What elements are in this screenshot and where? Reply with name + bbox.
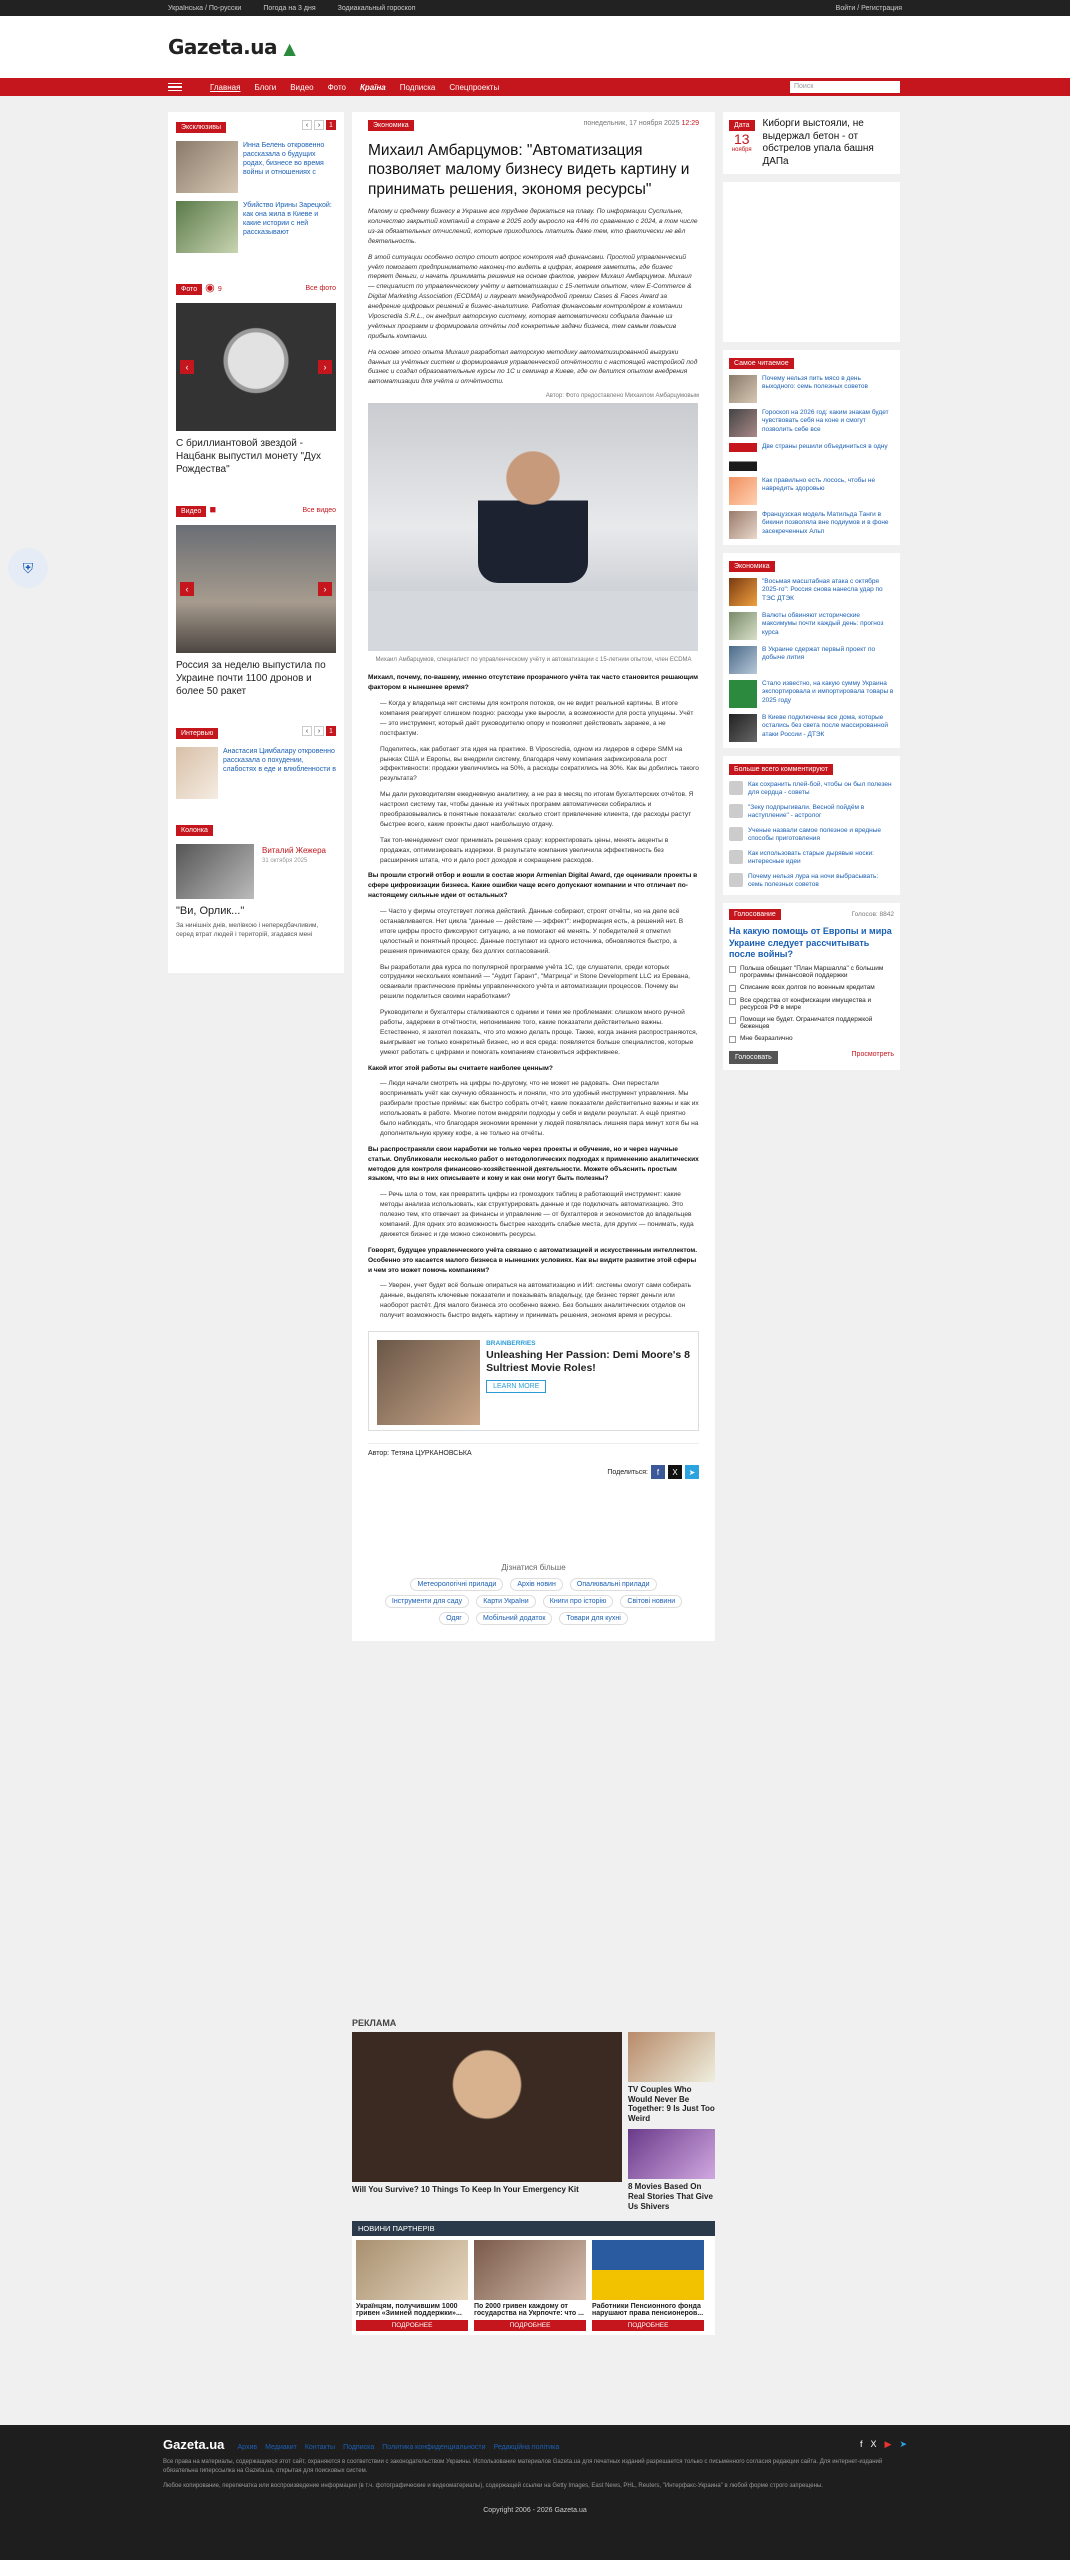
poll-question: На какую помощь от Европы и мира Украине следует рассчитывать после войны? (729, 926, 892, 959)
comments-block (723, 756, 900, 895)
article-photo[interactable] (368, 403, 698, 651)
header (0, 16, 1070, 78)
interview-question: Говорят, будущее управленческого учёта связано с автоматизацией и искусственным интеллектом. Особенно это касается малого бизнеса в нынешних условиях. Как вы видите развитие этой сферы и чем это может помочь компаниям? (368, 1246, 698, 1274)
x-icon[interactable]: X (870, 2439, 877, 2449)
article-paragraph: На основе этого опыта Михаил разработал авторскую методику автоматизированной выгрузки данных из учётных систем и формирования управленческой отчётности с настоящей настройкой под бизнес и создал образовательные курсы по 1С и семинар в Киеве, где он делится опытом внедрения автоматизации для учёта и отчётности. (368, 348, 698, 386)
prev-arrow-icon[interactable]: ‹ (180, 582, 194, 596)
popular-thumb (729, 409, 757, 437)
horoscope-link[interactable]: Зодиакальный гороскоп (337, 4, 416, 12)
list-item[interactable] (729, 804, 894, 821)
ad-side-image (628, 2129, 715, 2179)
economy-thumb (729, 578, 757, 606)
date-block (723, 112, 900, 174)
interview-pager (302, 726, 336, 736)
checkbox[interactable] (729, 1017, 736, 1024)
user-icon (729, 873, 743, 887)
economy-block (723, 553, 900, 748)
learn-more-button[interactable]: LEARN MORE (486, 1380, 546, 1393)
economy-link[interactable]: В Киеве подключены все дома, которые остались без света после массированной атаки России - ДТЭК (762, 714, 888, 738)
list-item[interactable] (729, 443, 894, 471)
interview-answer: — Речь шла о том, как превратить цифры из громоздких таблиц в работающий инструмент: какие методы анализа использовать, как структурировать данные и где подключать автоматизацию. Это полезно тем, кто отвечает за финансы и управление — от бухгалтеров и экономистов до владельцев компаний. Для одних это возможность быстрее находить слабые места, для других — понимать, куда движется бизнес и где можно сэкономить ресурсы. (380, 1191, 694, 1238)
popular-thumb (729, 477, 757, 505)
partner-card[interactable] (356, 2240, 468, 2331)
prev-arrow-icon[interactable]: ‹ (180, 360, 194, 374)
article-paragraph: В этой ситуации особенно остро стоит вопрос контроля над финансами. Простой управленческий учёт помогает предпринимателю наконец-то видеть в цифрах, вовремя заметить, где бизнес теряет деньги, и начать принимать решения на основе фактов, уверен Михаил Амбарцумов. Михаил — специалист по управленческому учёту и автоматизации с 15-летним опытом, член E-Commerce & Digital Marketing Association (ECDMA) и лауреат международной премии Cases & Faces Award за внедрение цифровых решений в бизнес-аналитике. Работая финансовым контролёром в компании Viposcredia S.R.L., он внедрил авторскую систему, которая автоматически собирала данные из учётных программ и формировала отчёты под конкретные задачи бизнеса, тем самым повысив прибыль компании. (368, 253, 692, 340)
user-icon (729, 781, 743, 795)
coin-photo[interactable] (176, 303, 336, 431)
tag-pill[interactable]: Карти України (476, 1595, 535, 1608)
popular-link[interactable]: Французская модель Матильда Танги в бикини позволяла вне подиумов и в фоне засекреченных Альп (762, 511, 889, 535)
poll-option[interactable]: Все средства от конфискации имущества и ресурсов РФ в мире (729, 997, 894, 1011)
checkbox[interactable] (729, 1036, 736, 1043)
pager-next[interactable]: › (314, 120, 324, 130)
date-month: ноября (731, 147, 752, 153)
author-name[interactable]: Тетяна ЦУРКАНОВСЬКА (391, 1450, 472, 1458)
partner-more-button[interactable]: ПОДРОБНЕЕ (474, 2320, 586, 2331)
partners-header: НОВИНИ ПАРТНЕРІВ (352, 2221, 715, 2236)
popular-link[interactable]: Две страны решили объединиться в одну (762, 443, 888, 450)
ads-section (352, 2018, 715, 2335)
pager-prev[interactable]: ‹ (302, 726, 312, 736)
comment-link[interactable]: Как использовать старые дырявые носки: интересные идеи (748, 849, 874, 866)
economy-thumb (729, 714, 757, 742)
exclusives-pager (302, 120, 336, 130)
poll-tag: Голосование (729, 909, 781, 920)
ad-placeholder (723, 182, 900, 342)
video-tag[interactable]: Видео (176, 506, 206, 517)
footer-link[interactable]: Контакты (304, 2444, 336, 2451)
native-ad[interactable] (368, 1331, 699, 1431)
ad-main-title[interactable]: Will You Survive? 10 Things To Keep In Your Emergency Kit (352, 2185, 579, 2194)
tree-icon: ▲ (283, 39, 296, 58)
date-number: 13 (733, 131, 750, 147)
economy-thumb (729, 646, 757, 674)
video-thumbnail[interactable] (176, 525, 336, 653)
language-switch[interactable]: Українська / По-русски (168, 4, 242, 12)
facebook-icon[interactable]: f (860, 2439, 863, 2449)
tag-pill[interactable]: Інструменти для саду (385, 1595, 469, 1608)
interview-link[interactable]: Анастасия Цимбалару откровенно рассказала о похудении, слабостях в еде и влюбленности в (223, 748, 336, 774)
footer-logo[interactable]: Gazeta.ua (163, 2437, 225, 2452)
right-column (723, 112, 900, 1078)
partner-title[interactable]: По 2000 гривен каждому от государства на Укрпочте: что ... (474, 2303, 584, 2318)
nav-video[interactable]: Видео (290, 82, 314, 92)
interview-question: Вы прошли строгий отбор и вошли в состав жюри Armenian Digital Award, где оценивали проекты в сфере цифровизации бизнеса. Какие ошибки чаще всего допускают компании и что отличает по-настоящему сильные идеи от остальных? (368, 872, 698, 900)
copyright: Copyright 2006 - 2026 Gazeta.ua (483, 2507, 587, 2514)
video-camera-icon: ■ (209, 504, 217, 516)
interview-question: Вы распространяли свои наработки не только через проекты и обучение, но и через научные статьи. Опубликовали несколько работ о методологических подходах к применению аналитических методов для контроля финансово-хозяйственной деятельности. Можете объяснить простым языком, что вы в них описываете и кому и как они могут быть полезны? (368, 1145, 699, 1183)
pager-page[interactable]: 1 (326, 726, 336, 736)
tag-pill[interactable]: Метеорологічні прилади (410, 1578, 503, 1591)
ad-title[interactable]: Unleashing Her Passion: Demi Moore's 8 Sultriest Movie Roles! (486, 1349, 690, 1374)
pager-page[interactable]: 1 (326, 120, 336, 130)
exclusives-tag[interactable]: Эксклюзивы (176, 122, 226, 133)
popular-link[interactable]: Гороскоп на 2026 год: каким знакам будет чувствовать себя на коне и смогут позволить себе все (762, 409, 889, 433)
list-item[interactable] (729, 375, 894, 403)
interview-answer: — Уверен, учет будет всё больше опираться на автоматизацию и ИИ: системы смогут сами собирать данные, выделять ключевые показатели и показывать владельцу, где бизнес теряет деньги или наоборот растёт. Для малого бизнеса это особенно важно. Без больших аналитических отделов он получит возможность быстро видеть картину и принимать решения, экономя время и ресурсы. (380, 1282, 692, 1320)
list-item[interactable] (729, 714, 894, 742)
ad-side-title[interactable]: 8 Movies Based On Real Stories That Give Us Shivers (628, 2182, 713, 2211)
share-bar (368, 1465, 699, 1479)
tags-block (352, 1557, 715, 1641)
ad-side-title[interactable]: TV Couples Who Would Never Be Together: 9 Is Just Too Weird (628, 2085, 715, 2123)
view-results-link[interactable]: Просмотреть (851, 1051, 894, 1059)
interview-answer: — Когда у владельца нет системы для контроля потоков, он не видит реальной картины. В итоге компания реагирует слишком поздно: расходы уже выросли, а возможности для роста упущены. Учёт — это инструмент, который даёт руководителю опору и позволяет действовать заранее, а не постфактум. (380, 700, 694, 737)
interview-block (168, 718, 344, 807)
comment-link[interactable]: "Зеку подпрыгивали. Весной пойдём в наступление" - астролог (748, 803, 865, 820)
tag-pill[interactable]: Мобільний додаток (476, 1612, 552, 1625)
photo-count: 9 (217, 286, 222, 293)
poll-option[interactable]: Списание всех долгов по военным кредитам (729, 984, 894, 992)
article-column (352, 112, 715, 1641)
interview-answer: Руководители и бухгалтеры сталкиваются с одними и теми же проблемами: слишком много ручной работы, задержки в отчётности, непонимание того, какие показатели действительно важны. Естественно, я захотел показать, что это можно делать проще. Также, когда знания распространяются, выигрывает не только конкретный бизнес, но и вся среда: появляется больше специалистов, которые умеют работать с цифрами и помогать компаниям становиться эффективнее. (380, 1009, 698, 1056)
popular-thumb (729, 375, 757, 403)
footer-link[interactable]: Политика конфиденциальности (382, 2444, 486, 2451)
nav-blogs[interactable]: Блоги (254, 82, 277, 92)
interview-answer: Так топ-менеджмент смог принимать решения сразу: корректировать цены, менять акценты в продажах, оптимизировать издержки. В результате компания увеличила эффективность без расширения штата, что и дало рост доходов и сокращение расходов. (380, 836, 669, 864)
article-date: понедельник, 17 ноября 2025 (583, 120, 680, 127)
list-item[interactable] (729, 612, 894, 640)
author-avatar (176, 844, 254, 899)
next-arrow-icon[interactable]: › (318, 360, 332, 374)
weather-link[interactable]: Погода на 3 дня (263, 4, 316, 12)
export-thumb (729, 680, 757, 708)
desk-shape (368, 591, 698, 651)
poll-option[interactable]: Мне безразлично (729, 1035, 894, 1043)
footer-link[interactable]: Медиакит (265, 2444, 297, 2451)
menu-icon[interactable] (168, 83, 182, 92)
list-item[interactable] (729, 409, 894, 437)
interview-answer: Мы дали руководителям ежедневную аналитику, а не раз в месяц по итогам бухгалтерских отчётов. Я настроил систему так, чтобы данные из учётных программ автоматически собирались и преобразовывались в понятные показатели: сколько стоит привлечение клиента, где расходы растут быстрее всего, какие проекты дают наибольшую отдачу. (380, 791, 694, 828)
tag-pill[interactable]: Книги про історію (543, 1595, 614, 1608)
column-date: 31 октября 2025 (262, 858, 308, 864)
comment-link[interactable]: Как сохранить плей-бой, чтобы он был полезен для сердца - советы (748, 781, 892, 797)
poll-votes: Голосов: 8842 (851, 911, 894, 919)
list-item[interactable] (729, 477, 894, 505)
telegram-icon[interactable]: ➤ (685, 1465, 699, 1479)
topbar (0, 0, 1070, 16)
exclusive-link[interactable]: Убийство Ирины Зарецкой: как она жила в Киеве и какие истории с ней рассказывают (243, 202, 332, 237)
list-item[interactable] (176, 747, 336, 799)
user-icon (729, 850, 743, 864)
footer-text: Любое копирование, перепечатка или воспроизведение информации (в т.ч. фотографические и видеоматериалы), содержащей ссылки на Getty Images, East News, PHL, Reuters, "Интерфакс-Украина" в любой форме строго запрещены. (163, 2483, 823, 2489)
partner-title[interactable]: Работники Пенсионного фонда нарушают права пенсионеров... (592, 2303, 704, 2318)
footer-text: Все права на материалы, содержащиеся этот сайт, охраняются в соответствии с законодательством Украины. Использование материалов Gazeta.ua для печатных изданий разрешается только с письменного согласия редакции сайта. Для интернет-изданий обязательна гиперссылка на Gazeta.ua, открытая для поисковых систем. (163, 2459, 883, 2474)
interview-thumb (176, 747, 218, 799)
article-lead: Малому и среднему бизнесу в Украине все труднее держаться на плаву. По информации Суспильне, количество закрытий компаний в стране в 2025 году выросло на 44% по сравнению с 2024, в том числе из-за обязательных отчислений, которые приходилось платить даже тем, кто фактически не вёл деятельность. (368, 208, 698, 245)
nav-photo[interactable]: Фото (327, 82, 346, 92)
tag-pill[interactable]: Товари для кухні (559, 1612, 627, 1625)
ads-title: РЕКЛАМА (352, 2018, 397, 2028)
list-item[interactable] (176, 141, 336, 193)
partner-image (356, 2240, 468, 2300)
interview-answer: — Люди начали смотреть на цифры по-другому, что не может не радовать. Они перестали воспринимать учёт как скучную обязанность и поняли, что это удобный инструмент управления. Мы разбирали простые приёмы: как быстро собрать отчёт, какие показатели действительно важны и как их использовать в работе. Многие потом внедряли подходы у себя и видели результат. А ещё приятно было наблюдать, что благодаря экономии времени у людей появлялась лишняя пара минут хотя бы на дополнительную кружку кофе, а не только на отчёты. (380, 1080, 699, 1137)
partner-card[interactable] (474, 2240, 586, 2331)
popular-block (723, 350, 900, 545)
tag-pill[interactable]: Світові новини (620, 1595, 682, 1608)
list-item[interactable] (729, 781, 894, 798)
ad-brand: BRAINBERRIES (486, 1340, 536, 1348)
list-item[interactable] (729, 680, 894, 708)
pager-next[interactable]: › (314, 726, 324, 736)
list-item[interactable] (176, 201, 336, 253)
user-icon (729, 827, 743, 841)
interview-question: Михаил, почему, по-вашему, именно отсутствие прозрачного учёта так часто становится решающим фактором в нынешнее время? (368, 674, 699, 692)
column-tag[interactable]: Колонка (176, 825, 213, 836)
interview-answer: — Часто у фирмы отсутствует логика действий. Данные собирают, строят отчёты, но на деле всё останавливается. Нет цикла "данные — действие — эффект": информация есть, а решений нет. В итоге цифры просто фиксируют ситуацию, а не помогают её менять. У победителей я отметил целостный и понятный процесс. Данные поступают из одного источника, обновляются быстро, а решения принимаются сразу, без долгих согласований. (380, 908, 684, 955)
photo-block (168, 273, 344, 484)
footer-link[interactable]: Подписка (343, 2444, 375, 2451)
economy-thumb (729, 612, 757, 640)
popular-link[interactable]: Как правильно есть лосось, чтобы не навредить здоровью (762, 477, 876, 493)
interview-tag[interactable]: Интервью (176, 728, 218, 739)
list-item[interactable] (729, 646, 894, 674)
list-item[interactable] (729, 578, 894, 606)
partner-title[interactable]: Українцям, получившим 1000 гривен «Зимней поддержки»... (356, 2303, 462, 2318)
date-tag: Дата (729, 120, 755, 131)
vote-button[interactable]: Голосовать (729, 1051, 778, 1064)
interview-question: Какой итог этой работы вы считаете наиболее ценным? (368, 1064, 553, 1072)
list-item[interactable] (729, 873, 894, 890)
login-link[interactable]: Войти / Регистрация (835, 4, 902, 12)
nav-special[interactable]: Спецпроекты (449, 82, 500, 92)
article (352, 112, 715, 1487)
footer-link[interactable]: Архив (237, 2444, 258, 2451)
column-text: За нинішніх днів, мелівкою і непередбачливим, серед втрат людей і територій, згадався мені (176, 922, 319, 939)
tags-title: Дізнатися більше (501, 1563, 566, 1573)
article-time: 12:29 (681, 120, 699, 127)
ad-main-image (352, 2032, 622, 2182)
date-story-link[interactable]: Киборги выстояли, не выдержал бетон - от обстрелов упала башня ДАПа (762, 118, 874, 167)
checkbox[interactable] (729, 998, 736, 1005)
footer (0, 2425, 1070, 2560)
youtube-icon[interactable]: ▶ (884, 2439, 892, 2449)
exclusive-link[interactable]: Инна Белень откровенно рассказала о будущих родах, бизнесе во время войны и отношениях с (243, 142, 325, 177)
article-title: Михаил Амбарцумов: "Автоматизация позволяет малому бизнесу видеть картину и принимать решения, экономя ресурсы" (368, 142, 690, 198)
interview-answer: Вы разработали два курса по популярной программе учёта 1С, где слушатели, среди которых сотрудники нескольких компаний — "Аудит Гарант", "Матрица" и Stone Development LLC из Еревана, осваивали практические приёмы управленческого учёта и автоматизации процессов. Почему вы решили поделиться своими наработками? (380, 963, 690, 1001)
x-icon[interactable]: X (668, 1465, 682, 1479)
economy-link[interactable]: "Восьмая масштабная атака с октября 2025-го": Россия снова нанесла удар по ТЭС ДТЭК (762, 578, 883, 602)
site-logo[interactable]: Gazeta.ua ▲ (168, 35, 296, 59)
partners-block (352, 2221, 715, 2335)
video-caption[interactable]: Россия за неделю выпустила по Украине почти 1100 дронов и более 50 ракет (176, 660, 326, 697)
partner-more-button[interactable]: ПОДРОБНЕЕ (592, 2320, 704, 2331)
pager-prev[interactable]: ‹ (302, 120, 312, 130)
all-photos-link[interactable]: Все фото (305, 284, 336, 292)
main-nav (0, 78, 1070, 96)
checkbox[interactable] (729, 966, 736, 973)
checkbox[interactable] (729, 985, 736, 992)
partner-more-button[interactable]: ПОДРОБНЕЕ (356, 2320, 468, 2331)
partner-image (592, 2240, 704, 2300)
telegram-icon[interactable]: ➤ (899, 2439, 907, 2449)
economy-tag: Экономика (729, 561, 775, 572)
economy-link[interactable]: В Украине сдержат первый проект по добыче лития (762, 646, 876, 662)
side-badge-icon[interactable]: ⛨ (8, 548, 48, 588)
footer-link[interactable]: Редакційна політика (493, 2444, 560, 2451)
column-block (168, 815, 344, 965)
tag-pill[interactable]: Одяг (439, 1612, 469, 1625)
next-arrow-icon[interactable]: › (318, 582, 332, 596)
exclusive-thumb (176, 201, 238, 253)
photo-caption[interactable]: С бриллиантовой звездой - Нацбанк выпустил монету "Дух Рождества" (176, 438, 322, 475)
user-icon (729, 804, 743, 818)
popular-thumb (729, 511, 757, 539)
partner-card[interactable] (592, 2240, 704, 2331)
column-author[interactable]: Виталий Жежера (262, 846, 327, 855)
all-videos-link[interactable]: Все видео (302, 507, 336, 514)
photo-caption: Михаил Амбарцумов, специалист по управленческому учёту и автоматизации с 15-летним опытом, член ECDMA (375, 657, 692, 664)
exclusive-thumb (176, 141, 238, 193)
portrait-figure (478, 433, 588, 583)
comment-link[interactable]: Почему нельзя лура на ночи выбрасывать: семь полезных советов (748, 872, 879, 888)
nav-subscribe[interactable]: Подписка (399, 82, 436, 92)
list-item[interactable] (729, 827, 894, 844)
comment-link[interactable]: Ученые назвали самое полезное и вредные способы приготовления (748, 826, 882, 843)
exclusives-block (168, 112, 344, 261)
tag-pill[interactable]: Архів новин (510, 1578, 562, 1591)
poll-block (723, 903, 900, 1070)
ad-main[interactable] (352, 2032, 622, 2211)
facebook-icon[interactable]: f (651, 1465, 665, 1479)
interview-answer: Поделитесь, как работает эта идея на практике. В Viposcredia, одном из лидеров в сфере SMM на рынках США и Европы, вы внедрили систему, благодаря чему компания зафиксировала рост эффективности: продажи увеличились на 50%, а расходы сократились на 30%. Как вы добились такого результата? (380, 745, 699, 783)
nav-home[interactable]: Главная (210, 82, 241, 92)
camera-icon: ◉ (205, 282, 215, 294)
poll-option[interactable]: Польша обещает "План Маршалла" с большим программы финансовой поддержки (729, 965, 894, 979)
poll-option[interactable]: Помощи не будет. Ограничатся поддержкой беженцев (729, 1016, 894, 1030)
popular-tag: Самое читаемое (729, 358, 794, 369)
left-column (168, 112, 344, 973)
photo-tag[interactable]: Фото (176, 284, 202, 295)
economy-link[interactable]: Стало известно, на какую сумму Украина экспортировала и импортировала товары в 2025 году (762, 680, 894, 704)
photo-credit: Автор: Фото предоставлено Михаилом Амбарцумовым (545, 393, 699, 400)
comments-tag: Больше всего комментируют (729, 764, 833, 775)
author-label: Автор: (368, 1450, 390, 1458)
column-title[interactable]: "Ви, Орлик..." (176, 905, 245, 917)
popular-link[interactable]: Почему нельзя пить мясо в день выходного: семь полезных советов (762, 375, 868, 391)
ad-side-image (628, 2032, 715, 2082)
nav-kraina[interactable]: Країна (359, 82, 386, 92)
partner-image (474, 2240, 586, 2300)
flag-thumb (729, 443, 757, 471)
video-block (168, 496, 344, 706)
share-label: Поделиться: (607, 1468, 648, 1476)
tag-pill[interactable]: Опалювальні прилади (570, 1578, 657, 1591)
list-item[interactable] (729, 511, 894, 539)
ad-image (377, 1340, 480, 1425)
list-item[interactable] (729, 850, 894, 867)
search-input[interactable]: Поиск (790, 81, 900, 93)
economy-link[interactable]: Валюты обвиняют исторические максимумы почти каждый день: прогноз курса (762, 612, 884, 636)
article-category-tag[interactable]: Экономика (368, 120, 414, 131)
